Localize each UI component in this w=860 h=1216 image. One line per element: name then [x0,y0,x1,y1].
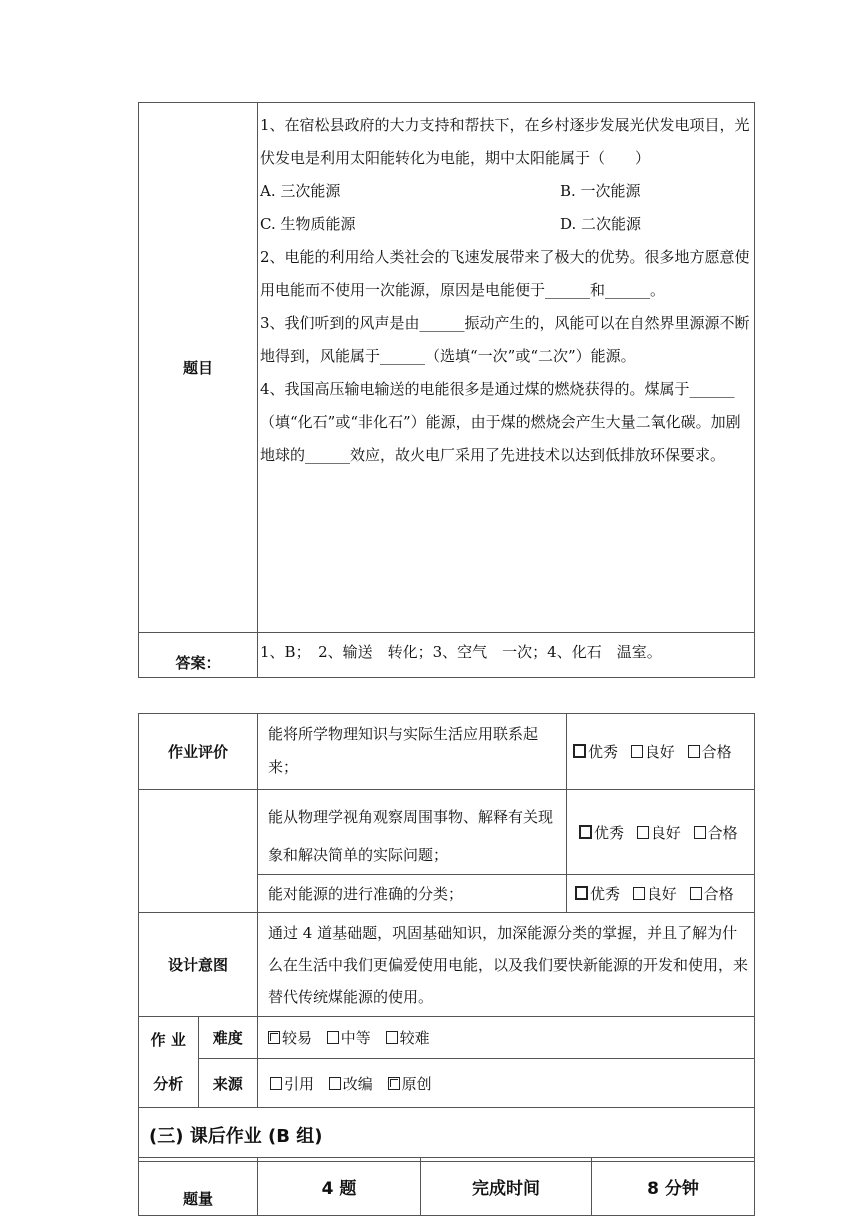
q1-option-a: A. 三次能源 [260,182,341,200]
checkbox-icon[interactable] [637,826,649,839]
difficulty-medium: 中等 [340,1029,371,1048]
q1-option-c: C. 生物质能源 [260,215,356,233]
checkbox-icon[interactable] [386,1031,398,1044]
source-adapt: 改编 [342,1074,373,1093]
source-options [258,1059,755,1108]
grade-good: 良好 [644,743,675,761]
difficulty-label: 难度 [198,1017,258,1059]
count-label: 题量 [139,1158,258,1216]
checkbox-icon[interactable] [633,887,645,900]
questions-cell [258,103,755,633]
criterion-2: 能从物理学视角观察周围事物、解释有关现象和解决简单的实际问题； [258,790,567,875]
question-3: 3、我们听到的风声是由______振动产生的，风能可以在自然界里源源不断地得到，风能属于______（选填“一次”或“二次”）能源。 [260,314,750,365]
criterion-1-grades [567,714,755,790]
count-value: 4 题 [258,1158,421,1216]
checkbox-icon[interactable] [327,1031,339,1044]
evaluation-table [138,713,755,1162]
count-time-table [138,1157,755,1216]
difficulty-easy: 较易 [282,1029,313,1048]
design-label: 设计意图 [139,913,258,1017]
grade-pass: 合格 [703,885,734,903]
answer-text: 1、B； 2、输送 转化；3、空气 一次；4、化石 温室。 [258,633,755,678]
grade-pass: 合格 [701,743,732,761]
criterion-3-grades [567,875,755,913]
checked-box-icon[interactable] [268,1031,280,1044]
checkbox-icon[interactable] [688,745,700,758]
checkbox-icon[interactable] [270,1077,282,1090]
answer-label: 答案： [139,633,258,678]
source-quote: 引用 [284,1074,315,1093]
q1-option-d: D. 二次能源 [560,215,642,233]
grade-excellent: 优秀 [590,885,621,903]
checkbox-icon[interactable] [694,826,706,839]
analysis-label-line-1: 作 业 [150,1031,186,1049]
checkbox-icon[interactable] [579,825,592,839]
grade-excellent: 优秀 [588,743,619,761]
source-label: 来源 [198,1059,258,1108]
checkbox-icon[interactable] [575,886,588,900]
analysis-label-line-2: 分析 [153,1075,184,1093]
grade-good: 良好 [650,823,681,842]
question-row-label: 题目 [139,103,258,633]
q1-options-row-2 [260,208,754,241]
eval-label: 作业评价 [139,714,258,790]
analysis-label [139,1017,199,1108]
question-2: 2、电能的利用给人类社会的飞速发展带来了极大的优势。很多地方愿意使用电能而不使用一次能源，原因是电能便于______和______。 [260,248,750,299]
question-4: 4、我国高压输电输送的电能很多是通过煤的燃烧获得的。煤属于______（填“化石”或“非化石”）能源，由于煤的燃烧会产生大量二氧化碳。加剧地球的______效应，故火电厂采用了先进技术以达到低排放环保要求。 [260,380,741,464]
criterion-2-grades [567,790,755,875]
grade-excellent: 优秀 [594,823,625,842]
design-text: 通过 4 道基础题，巩固基础知识，加深能源分类的掌握，并且了解为什么在生活中我们更偏爱使用电能，以及我们要快新能源的开发和使用，来替代传统煤能源的使用。 [258,913,755,1017]
checkbox-icon[interactable] [631,745,643,758]
difficulty-hard: 较难 [399,1029,430,1048]
question-1: 1、在宿松县政府的大力支持和帮扶下，在乡村逐步发展光伏发电项目，光伏发电是利用太阳能转化为电能，期中太阳能属于（ ） [260,116,750,167]
question-table [138,102,755,678]
difficulty-options [258,1017,755,1059]
checkbox-icon[interactable] [329,1077,341,1090]
q1-options-row-1 [260,175,754,208]
grade-good: 良好 [646,885,677,903]
checkbox-icon[interactable] [573,744,586,758]
time-value: 8 分钟 [592,1158,755,1216]
checked-box-icon[interactable] [388,1077,400,1090]
section-title: (三) 课后作业 (B 组) [139,1108,755,1162]
checkbox-icon[interactable] [690,887,702,900]
source-original: 原创 [401,1074,432,1093]
q1-option-b: B. 一次能源 [560,182,641,200]
time-label: 完成时间 [421,1158,592,1216]
criterion-1: 能将所学物理知识与实际生活应用联系起来； [258,714,567,790]
criterion-3: 能对能源的进行准确的分类； [258,875,567,913]
eval-label-empty [139,790,258,913]
grade-pass: 合格 [707,823,738,842]
